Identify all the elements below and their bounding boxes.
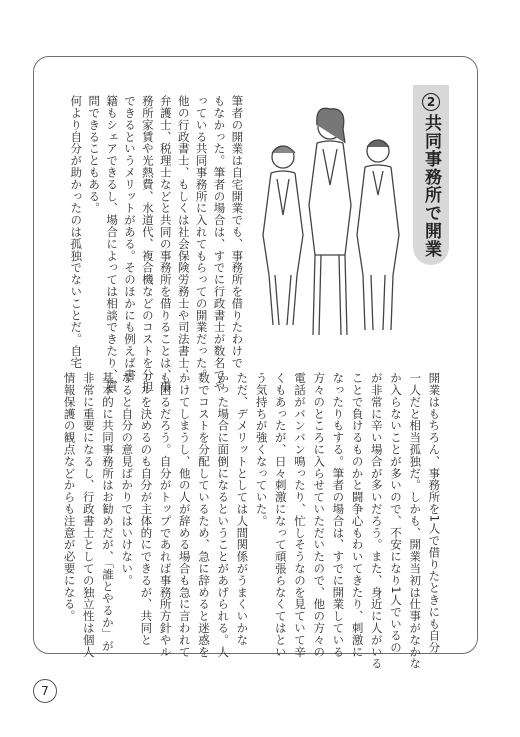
column-bottom-line: ただ、デメリットとしては人間関係がうまくいかな [235,372,250,646]
column-top-line: 弁護士、税理士などと共同の事務所を借りることは、事 [158,95,173,393]
column-bottom-line: かけてしまうし、他の人が辞める場合も急に言われて [177,372,192,658]
column-bottom-line: 情報保護の観点などからも注意が必要になる。 [62,372,77,622]
column-bottom-line: か入らないことが多いので、不安になり1人でいるの [389,372,403,654]
column-bottom-line: も困るだろう。自分がトップであれば事務所方針やル [158,372,173,658]
column-bottom-line: 基本的に共同事務所はお勧めだが、「誰とやるか」が [101,372,115,652]
business-people-illustration [255,95,405,345]
column-bottom-line: ールを決めるのも自分が主体的にできるが、共同と [139,372,154,646]
column-bottom-line: 数でコストを分配しているため、急に辞めると迷惑を [197,372,211,658]
woman-center-figure [309,108,351,335]
column-bottom-line: ことで負けるものかと闘争心もわいてきたり、刺激に [350,372,365,658]
section-title [419,93,444,258]
column-bottom-line: 一人だと相当孤独だ。しかも、開業当初は仕事がなかな [408,372,423,670]
column-top-line: 筆者の開業は自宅開業でも、事務所を借りたわけで [230,95,245,369]
column-top-line: 務所家賃や光熱費、水道代、複合機などのコストを分担 [140,95,155,393]
column-bottom-line: かった場合に面倒になるということがあげられる。人 [216,372,231,658]
man-right-figure [357,140,399,330]
column-bottom-line: 開業はもちろん、事務所を1人で借りたときにも自分 [427,372,442,654]
column-top-line: 籍もシェアできるし、場合によっては相談できたり、質 [105,95,120,393]
column-bottom-line: くもあったが、日々刺激になって頑張らなくてはとい [273,372,288,658]
column-top-line: っている共同事務所に入れてもらっての開業だった。 [194,95,209,381]
column-bottom-line: 方々のところに入らせていただいたので、他の方々の [312,372,327,658]
column-top-line: できるというメリットがある。そのほかにも例えば書 [123,95,137,381]
column-bottom-line: なると自分の意見ばかりではいけない。 [120,372,135,587]
column-bottom-line: が非常に辛い場合が多いだろう。また、身近に人がいる [369,372,384,670]
page-number: 7 [33,679,57,703]
column-bottom-line: う気持ちが強くなっていた。 [254,372,269,527]
column-bottom-line: 電話がバンバン鳴ったり、忙しそうなのを見ていて辛 [293,372,307,658]
column-top-line: 他の行政書士、もしくは社会保険労務士や司法書士、 [176,95,191,381]
section-title-text: 共同事務所で開業 [421,114,441,258]
column-top-line: 問できることもある。 [87,95,102,214]
column-bottom-line: なったりもする。筆者の場合は、すでに開業している [331,372,346,658]
woman-left-figure [263,146,303,325]
column-bottom-line: 非常に重要になるし、行政書士としての独立性は個人 [81,372,96,658]
column-top-line: もなかった。筆者の場合は、すでに行政書士が数名でや [212,95,227,393]
section-number: 2 [422,93,440,111]
column-top-line: 何より自分が助かったのは孤独でないことだ。自宅 [69,95,84,369]
